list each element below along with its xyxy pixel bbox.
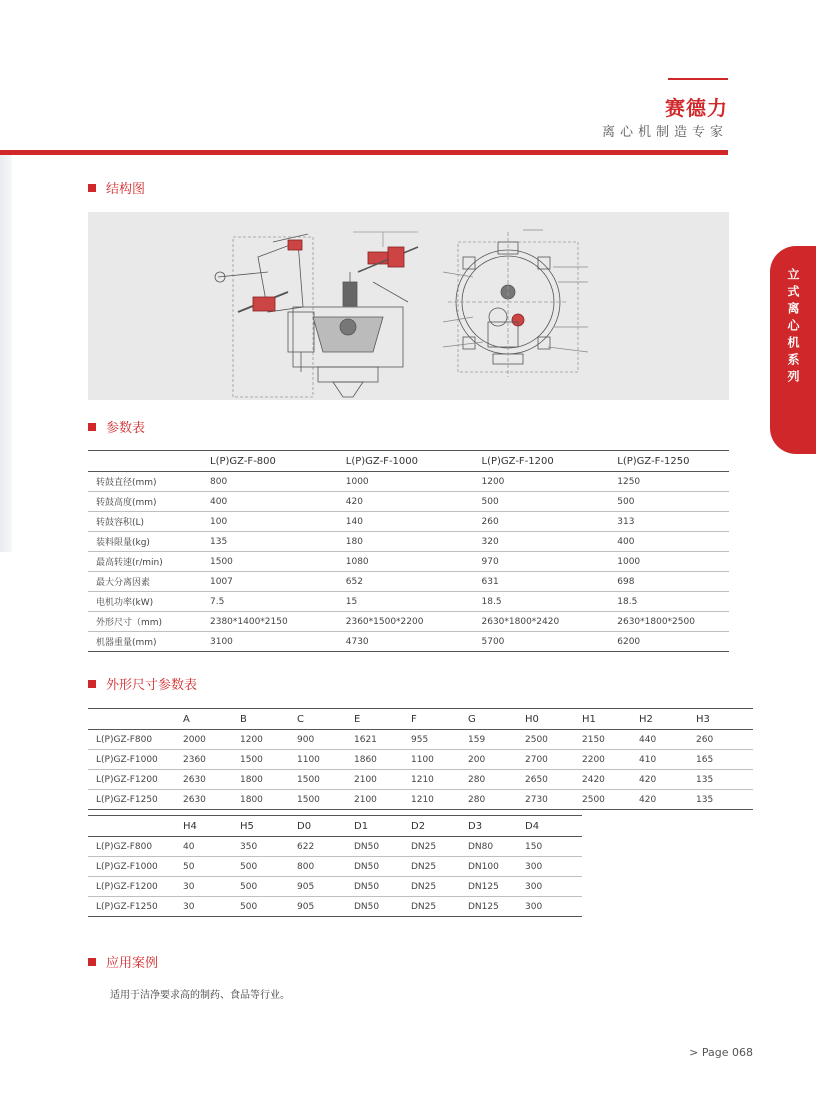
table-cell: 1500 <box>297 790 354 810</box>
table-cell: 420 <box>639 770 696 790</box>
table-cell: 15 <box>322 592 458 612</box>
table-cell: 140 <box>322 512 458 532</box>
table-cell: 2100 <box>354 770 411 790</box>
table-cell: 300 <box>525 857 582 877</box>
table-cell: 260 <box>696 730 753 750</box>
table-cell: 350 <box>240 837 297 857</box>
table-row <box>88 837 582 857</box>
table-cell: 622 <box>297 837 354 857</box>
params-header-cell: L(P)GZ-F-1000 <box>322 451 458 472</box>
table-cell: 100 <box>186 512 322 532</box>
table-cell: 1100 <box>297 750 354 770</box>
table-cell: 500 <box>593 492 729 512</box>
table-row <box>88 770 753 790</box>
table-cell: 800 <box>297 857 354 877</box>
table-cell: 2630 <box>183 770 240 790</box>
table-cell: DN50 <box>354 837 411 857</box>
table-cell: 420 <box>322 492 458 512</box>
section-square-icon <box>88 680 96 688</box>
table-row <box>88 897 582 917</box>
table-cell: 转鼓高度(mm) <box>88 492 186 512</box>
table-cell: 2360 <box>183 750 240 770</box>
table-cell: 2500 <box>582 790 639 810</box>
table-cell: 165 <box>696 750 753 770</box>
table-cell: L(P)GZ-F1200 <box>88 770 183 790</box>
application-text: 适用于洁净要求高的制药、食品等行业。 <box>110 990 290 1001</box>
table-cell: 698 <box>593 572 729 592</box>
table-cell: 1500 <box>186 552 322 572</box>
table-cell: 135 <box>696 770 753 790</box>
table-cell: 30 <box>183 897 240 917</box>
table-row <box>88 512 729 532</box>
table-row <box>88 877 582 897</box>
section-dimensions-title: 外形尺寸参数表 <box>88 674 197 693</box>
params-header-cell: L(P)GZ-F-1250 <box>593 451 729 472</box>
table-cell: 1500 <box>240 750 297 770</box>
table-cell: 500 <box>458 492 594 512</box>
table-cell: 电机功率(kW) <box>88 592 186 612</box>
table-cell: 2650 <box>525 770 582 790</box>
table-cell: 400 <box>186 492 322 512</box>
table-cell: 320 <box>458 532 594 552</box>
table-row <box>88 592 729 612</box>
params-table <box>88 450 729 652</box>
table-cell: 50 <box>183 857 240 877</box>
brand-tagline: 离心机制造专家 <box>601 125 728 140</box>
section-structure-title: 结构图 <box>88 178 145 197</box>
table-cell: 500 <box>240 897 297 917</box>
table-cell: DN125 <box>468 877 525 897</box>
table-cell: 440 <box>639 730 696 750</box>
table-cell: DN25 <box>411 877 468 897</box>
table-cell: 2700 <box>525 750 582 770</box>
table-cell: L(P)GZ-F800 <box>88 837 183 857</box>
table-cell: 1800 <box>240 770 297 790</box>
table-cell: 1800 <box>240 790 297 810</box>
table-cell: 180 <box>322 532 458 552</box>
table-cell: 280 <box>468 770 525 790</box>
table-cell: 400 <box>593 532 729 552</box>
table-row <box>88 472 729 492</box>
table-cell: 1210 <box>411 770 468 790</box>
section-params-title: 参数表 <box>88 417 145 436</box>
table-cell: 40 <box>183 837 240 857</box>
params-header-row <box>88 451 729 472</box>
section-square-icon <box>88 423 96 431</box>
table-cell: 2380*1400*2150 <box>186 612 322 632</box>
table-cell: DN125 <box>468 897 525 917</box>
params-header-cell: L(P)GZ-F-800 <box>186 451 322 472</box>
table-cell: 最大分离因素 <box>88 572 186 592</box>
table-cell: 631 <box>458 572 594 592</box>
table-cell: 转鼓容积(L) <box>88 512 186 532</box>
table-row <box>88 857 582 877</box>
table-cell: 150 <box>525 837 582 857</box>
section-application-title: 应用案例 <box>88 952 158 971</box>
table-cell: DN50 <box>354 857 411 877</box>
table-row <box>88 730 753 750</box>
table-cell: 2150 <box>582 730 639 750</box>
left-edge-strip <box>0 152 12 552</box>
table-cell: DN50 <box>354 877 411 897</box>
dimensions-header-row: H4 H5 D0 D1 D2 D3 D4 <box>88 816 582 837</box>
table-cell: DN25 <box>411 857 468 877</box>
page-number: > Page 068 <box>689 1046 753 1059</box>
table-cell: 外形尺寸（mm) <box>88 612 186 632</box>
table-cell: 1000 <box>322 472 458 492</box>
table-cell: 机器重量(mm) <box>88 632 186 652</box>
table-cell: 313 <box>593 512 729 532</box>
structure-drawing-figure <box>88 212 729 400</box>
table-cell: 260 <box>458 512 594 532</box>
table-cell: 2420 <box>582 770 639 790</box>
table-cell: 2630*1800*2500 <box>593 612 729 632</box>
table-cell: 1200 <box>240 730 297 750</box>
table-cell: L(P)GZ-F1000 <box>88 750 183 770</box>
table-cell: 18.5 <box>458 592 594 612</box>
dimensions-header-row: A B C E F G H0 H1 H2 H3 <box>88 709 753 730</box>
table-cell: 652 <box>322 572 458 592</box>
table-cell: 1100 <box>411 750 468 770</box>
table-cell: L(P)GZ-F1000 <box>88 857 183 877</box>
table-cell: DN80 <box>468 837 525 857</box>
table-cell: 2730 <box>525 790 582 810</box>
table-cell: 420 <box>639 790 696 810</box>
params-header-cell <box>88 451 186 472</box>
params-header-cell: L(P)GZ-F-1200 <box>458 451 594 472</box>
section-square-icon <box>88 184 96 192</box>
section-square-icon <box>88 958 96 966</box>
table-row <box>88 790 753 810</box>
table-cell: 4730 <box>322 632 458 652</box>
table-cell: L(P)GZ-F1200 <box>88 877 183 897</box>
table-cell: 1621 <box>354 730 411 750</box>
table-row <box>88 552 729 572</box>
table-cell: 970 <box>458 552 594 572</box>
table-cell: 300 <box>525 897 582 917</box>
table-cell: L(P)GZ-F1250 <box>88 790 183 810</box>
table-cell: DN25 <box>411 837 468 857</box>
table-cell: 500 <box>240 857 297 877</box>
table-row <box>88 572 729 592</box>
table-cell: 905 <box>297 897 354 917</box>
table-cell: 159 <box>468 730 525 750</box>
table-cell: 135 <box>186 532 322 552</box>
table-cell: L(P)GZ-F800 <box>88 730 183 750</box>
table-row <box>88 532 729 552</box>
table-cell: 1200 <box>458 472 594 492</box>
table-cell: 2360*1500*2200 <box>322 612 458 632</box>
table-cell: 955 <box>411 730 468 750</box>
table-cell: 2630 <box>183 790 240 810</box>
table-cell: L(P)GZ-F1250 <box>88 897 183 917</box>
table-cell: 905 <box>297 877 354 897</box>
table-cell: 135 <box>696 790 753 810</box>
structure-drawing <box>88 212 729 400</box>
table-cell: 1210 <box>411 790 468 810</box>
table-cell: 转鼓直径(mm) <box>88 472 186 492</box>
table-cell: 装料限量(kg) <box>88 532 186 552</box>
table-cell: 2200 <box>582 750 639 770</box>
table-cell: 2100 <box>354 790 411 810</box>
header-bar <box>0 150 728 155</box>
dimensions-table-1 <box>88 708 753 810</box>
table-cell: DN50 <box>354 897 411 917</box>
table-cell: DN25 <box>411 897 468 917</box>
table-cell: 7.5 <box>186 592 322 612</box>
table-cell: 280 <box>468 790 525 810</box>
table-row <box>88 632 729 652</box>
brand-rule <box>668 78 728 80</box>
table-cell: 410 <box>639 750 696 770</box>
table-cell: 1007 <box>186 572 322 592</box>
side-tab-label: 立式离心机系列 <box>786 268 800 387</box>
table-cell: 2500 <box>525 730 582 750</box>
table-cell: 1860 <box>354 750 411 770</box>
table-row <box>88 612 729 632</box>
table-row <box>88 750 753 770</box>
table-cell: 最高转速(r/min) <box>88 552 186 572</box>
table-cell: 2630*1800*2420 <box>458 612 594 632</box>
table-cell: 900 <box>297 730 354 750</box>
table-cell: 3100 <box>186 632 322 652</box>
dimensions-table-2 <box>88 815 582 917</box>
table-cell: 800 <box>186 472 322 492</box>
table-cell: 1250 <box>593 472 729 492</box>
table-cell: 2000 <box>183 730 240 750</box>
table-cell: DN100 <box>468 857 525 877</box>
table-cell: 30 <box>183 877 240 897</box>
table-cell: 1000 <box>593 552 729 572</box>
table-cell: 300 <box>525 877 582 897</box>
table-row <box>88 492 729 512</box>
table-cell: 1500 <box>297 770 354 790</box>
table-cell: 1080 <box>322 552 458 572</box>
table-cell: 18.5 <box>593 592 729 612</box>
table-cell: 6200 <box>593 632 729 652</box>
brand-name: 赛德力 <box>665 96 728 120</box>
table-cell: 500 <box>240 877 297 897</box>
table-cell: 5700 <box>458 632 594 652</box>
table-cell: 200 <box>468 750 525 770</box>
